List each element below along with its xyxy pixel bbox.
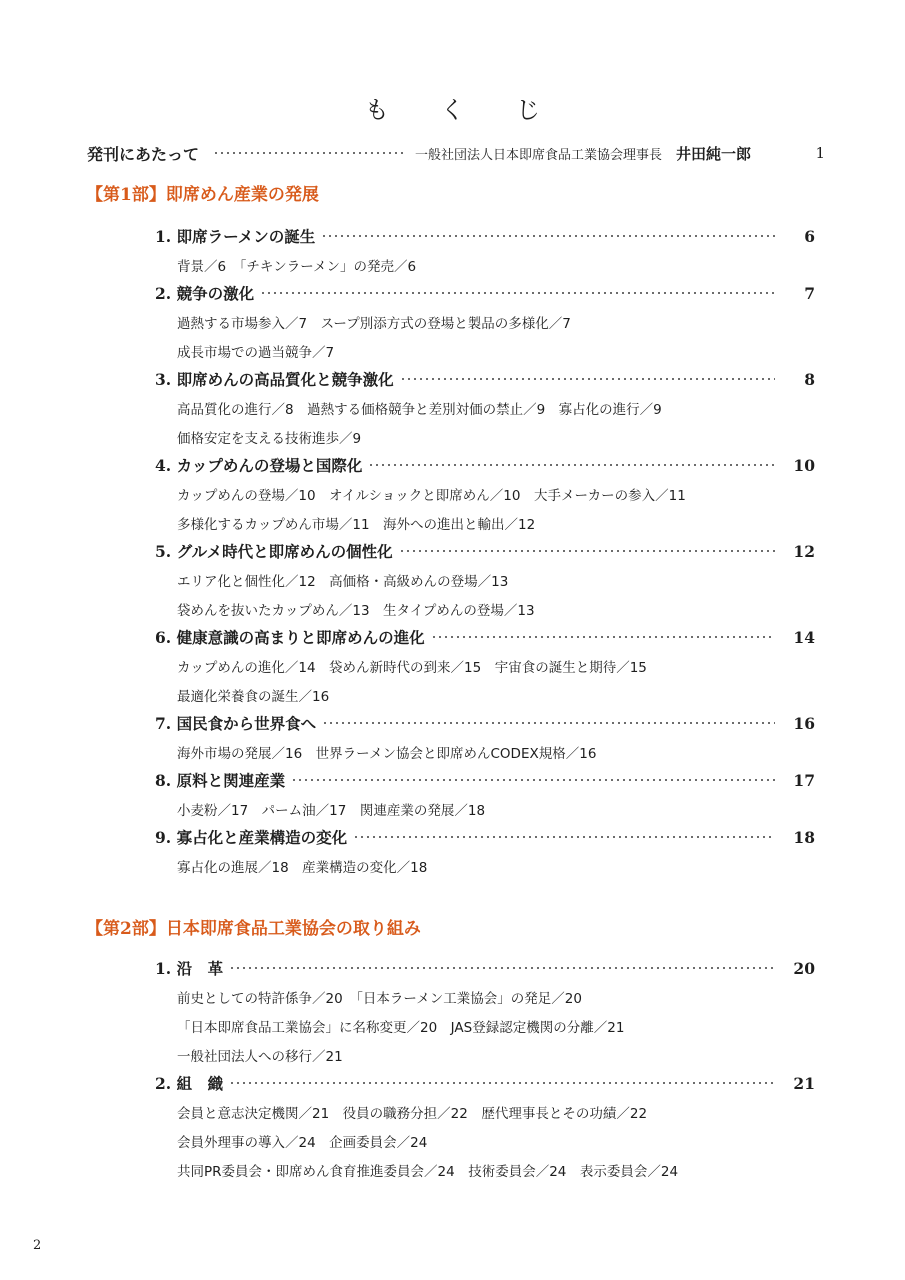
toc-entry[interactable] [155, 823, 815, 851]
subsection-line: 「日本即席食品工業協会」に名称変更／20 JAS登録認定機関の分離／21 [177, 1019, 625, 1036]
leader-dots [322, 718, 775, 728]
leader-dots [229, 1078, 775, 1088]
intro-author-name: 井田純一郎 [676, 144, 752, 163]
subsection-line: 多様化するカップめん市場／11 海外への進出と輸出／12 [177, 516, 536, 533]
entry-title: 3. 即席めんの高品質化と競争激化 [155, 370, 394, 389]
subsection-line: 小麦粉／17 パーム油／17 関連産業の発展／18 [177, 802, 486, 819]
leader-dots [368, 460, 775, 470]
part2-heading: 【第2部】日本即席食品工業協会の取り組み [86, 919, 421, 939]
toc-entry[interactable] [155, 954, 815, 982]
leader-dots [229, 963, 775, 973]
intro-page: 1 [815, 144, 825, 162]
intro-author: 一般社団法人日本即席食品工業協会理事長 [415, 147, 663, 163]
entry-title: 1. 即席ラーメンの誕生 [155, 227, 316, 246]
subsection-line: 高品質化の進行／8 過熱する価格競争と差別対価の禁止／9 寡占化の進行／9 [177, 401, 662, 418]
entry-page: 20 [793, 958, 815, 978]
subsection-line: カップめんの登場／10 オイルショックと即席めん／10 大手メーカーの参入／11 [177, 487, 686, 504]
subsection-line: 背景／6 「チキンラーメン」の発売／6 [177, 258, 417, 275]
subsection-line: 最適化栄養食の誕生／16 [177, 688, 330, 705]
entry-page: 16 [793, 713, 815, 733]
entry-title: 2. 競争の激化 [155, 284, 255, 303]
subsection-line: 過熱する市場参入／7 スープ別添方式の登場と製品の多様化／7 [177, 315, 571, 332]
entry-page: 6 [804, 226, 815, 246]
toc-entry[interactable] [155, 766, 815, 794]
part2-entries [155, 954, 815, 1184]
subsection-line: 会員外理事の導入／24 企画委員会／24 [177, 1134, 428, 1151]
toc-entry[interactable] [155, 279, 815, 307]
toc-entry[interactable] [155, 1069, 815, 1097]
toc-entry[interactable] [155, 709, 815, 737]
subsection-line: エリア化と個性化／12 高価格・高級めんの登場／13 [177, 573, 509, 590]
leader-dots [400, 374, 775, 384]
toc-entry[interactable] [155, 623, 815, 651]
entry-title: 4. カップめんの登場と国際化 [155, 456, 363, 475]
subsection-line: 海外市場の発展／16 世界ラーメン協会と即席めんCODEX規格／16 [177, 745, 597, 762]
subsection-line: 袋めんを抜いたカップめん／13 生タイプめんの登場／13 [177, 602, 535, 619]
entry-page: 21 [793, 1073, 815, 1093]
toc-entry[interactable] [155, 222, 815, 250]
subsection-line: 価格安定を支える技術進歩／9 [177, 430, 362, 447]
entry-title: 9. 寡占化と産業構造の変化 [155, 828, 348, 847]
entry-page: 17 [793, 770, 815, 790]
toc-entry[interactable] [155, 451, 815, 479]
toc-entry[interactable] [155, 365, 815, 393]
entry-page: 12 [793, 541, 815, 561]
leader-dots [399, 546, 775, 556]
subsection-line: 寡占化の進展／18 産業構造の変化／18 [177, 859, 428, 876]
leader-dots [431, 632, 775, 642]
subsection-line: 前史としての特許係争／20 「日本ラーメン工業協会」の発足／20 [177, 990, 582, 1007]
entry-page: 7 [804, 283, 815, 303]
intro-title: 発刊にあたって [87, 144, 200, 164]
entry-title: 7. 国民食から世界食へ [155, 714, 317, 733]
subsection-line: 成長市場での過当競争／7 [177, 344, 335, 361]
entry-title: 8. 原料と関連産業 [155, 771, 286, 790]
leader-dots [353, 832, 775, 842]
entry-title: 1. 沿 革 [155, 959, 224, 978]
subsection-line: 会員と意志決定機関／21 役員の職務分担／22 歴代理事長とその功績／22 [177, 1105, 648, 1122]
entry-title: 5. グルメ時代と即席めんの個性化 [155, 542, 393, 561]
toc-entry[interactable] [155, 537, 815, 565]
entry-page: 14 [793, 627, 815, 647]
subsection-line: 一般社団法人への移行／21 [177, 1048, 343, 1065]
entry-page: 18 [793, 827, 815, 847]
leader-dots [260, 288, 775, 298]
page-number: 2 [33, 1238, 42, 1253]
intro-entry[interactable] [87, 141, 825, 165]
leader-dots [213, 148, 403, 158]
subsection-line: カップめんの進化／14 袋めん新時代の到来／15 宇宙食の誕生と期待／15 [177, 659, 647, 676]
subsection-line: 共同PR委員会・即席めん食育推進委員会／24 技術委員会／24 表示委員会／24 [177, 1163, 679, 1180]
leader-dots [291, 775, 775, 785]
page-title: も く じ [364, 96, 563, 124]
leader-dots [321, 231, 775, 241]
entry-page: 8 [804, 369, 815, 389]
entry-page: 10 [793, 455, 815, 475]
entry-title: 2. 組 織 [155, 1074, 224, 1093]
part1-entries [155, 222, 815, 880]
entry-title: 6. 健康意識の高まりと即席めんの進化 [155, 628, 425, 647]
part1-heading: 【第1部】即席めん産業の発展 [86, 185, 319, 205]
